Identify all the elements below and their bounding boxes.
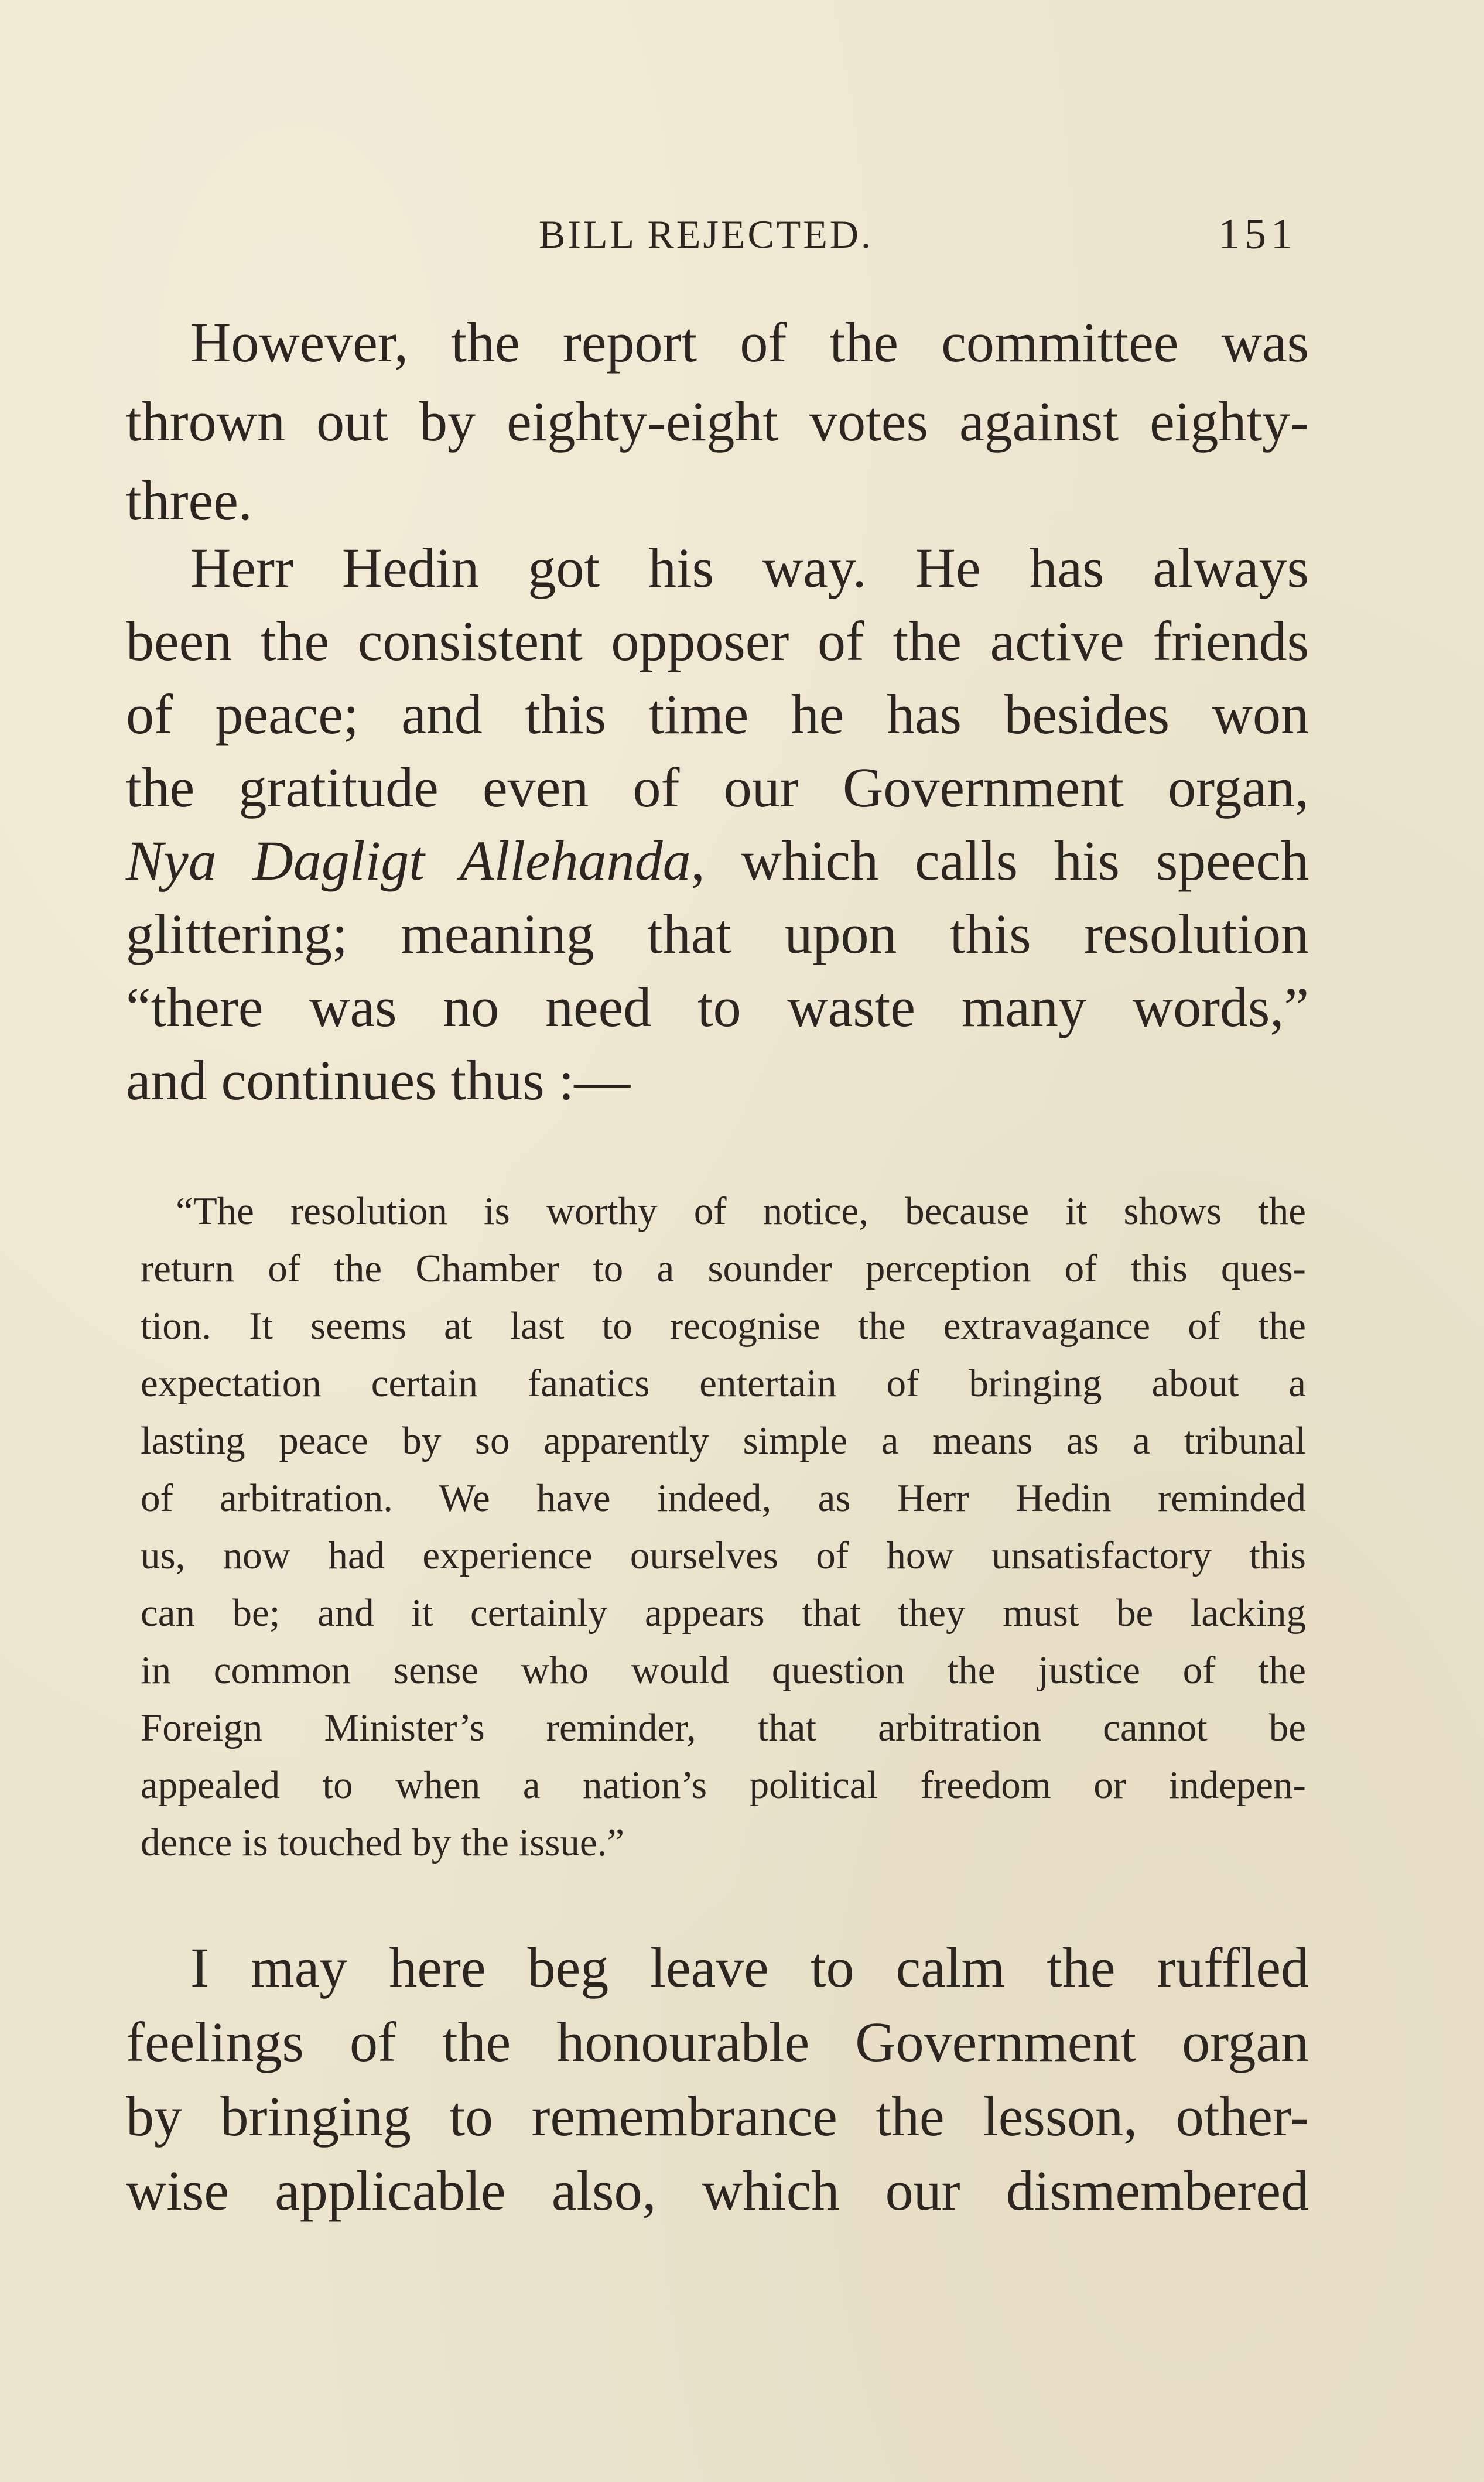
quote-line: in common sense who would question the justice of the <box>141 1649 1306 1692</box>
text-line: thrown out by eighty-eight votes against eighty- <box>126 390 1309 453</box>
text-line: the gratitude even of our Government organ, <box>126 756 1309 819</box>
text-line: Herr Hedin got his way. He has always <box>190 536 1309 599</box>
quote-line: “The resolution is worthy of notice, because it shows the <box>176 1189 1306 1233</box>
text-line: and continues thus :— <box>126 1049 631 1112</box>
quote-line: appealed to when a nation’s political freedom or indepen- <box>141 1763 1306 1807</box>
text-line: I may here beg leave to calm the ruffled <box>190 1936 1309 1999</box>
quote-line: return of the Chamber to a sounder perception of this ques- <box>141 1247 1306 1290</box>
quote-line: lasting peace by so apparently simple a means as a tribunal <box>141 1419 1306 1462</box>
quote-line: us, now had experience ourselves of how unsatisfactory this <box>141 1534 1306 1577</box>
quote-line: Foreign Minister’s reminder, that arbitration cannot be <box>141 1706 1306 1749</box>
text-line: of peace; and this time he has besides won <box>126 683 1309 746</box>
newspaper-title: Nya Dagligt Allehanda <box>126 829 691 892</box>
quote-line: dence is touched by the issue.” <box>141 1821 625 1864</box>
text-line: feelings of the honourable Government organ <box>126 2011 1309 2073</box>
text-line: three. <box>126 469 252 532</box>
quote-line: of arbitration. We have indeed, as Herr Hedin reminded <box>141 1476 1306 1520</box>
text-line: wise applicable also, which our dismembered <box>126 2159 1309 2222</box>
text-line-with-title <box>126 823 1309 899</box>
quote-line: tion. It seems at last to recognise the extravagance of the <box>141 1304 1306 1348</box>
text-line-rest: , which calls his speech <box>690 829 1309 892</box>
running-head <box>0 205 1484 264</box>
text-line: glittering; meaning that upon this resolution <box>126 902 1309 965</box>
text-line: been the consistent opposer of the active friends <box>126 610 1309 672</box>
text-line: However, the report of the committee was <box>190 311 1309 374</box>
quote-line: can be; and it certainly appears that they must be lacking <box>141 1591 1306 1635</box>
running-title: BILL REJECTED. <box>539 212 873 257</box>
quote-line: expectation certain fanatics entertain of bringing about a <box>141 1362 1306 1405</box>
text-line: “there was no need to waste many words,” <box>126 976 1309 1038</box>
text-line: by bringing to remembrance the lesson, other- <box>126 2085 1309 2148</box>
page-number: 151 <box>1218 210 1297 258</box>
